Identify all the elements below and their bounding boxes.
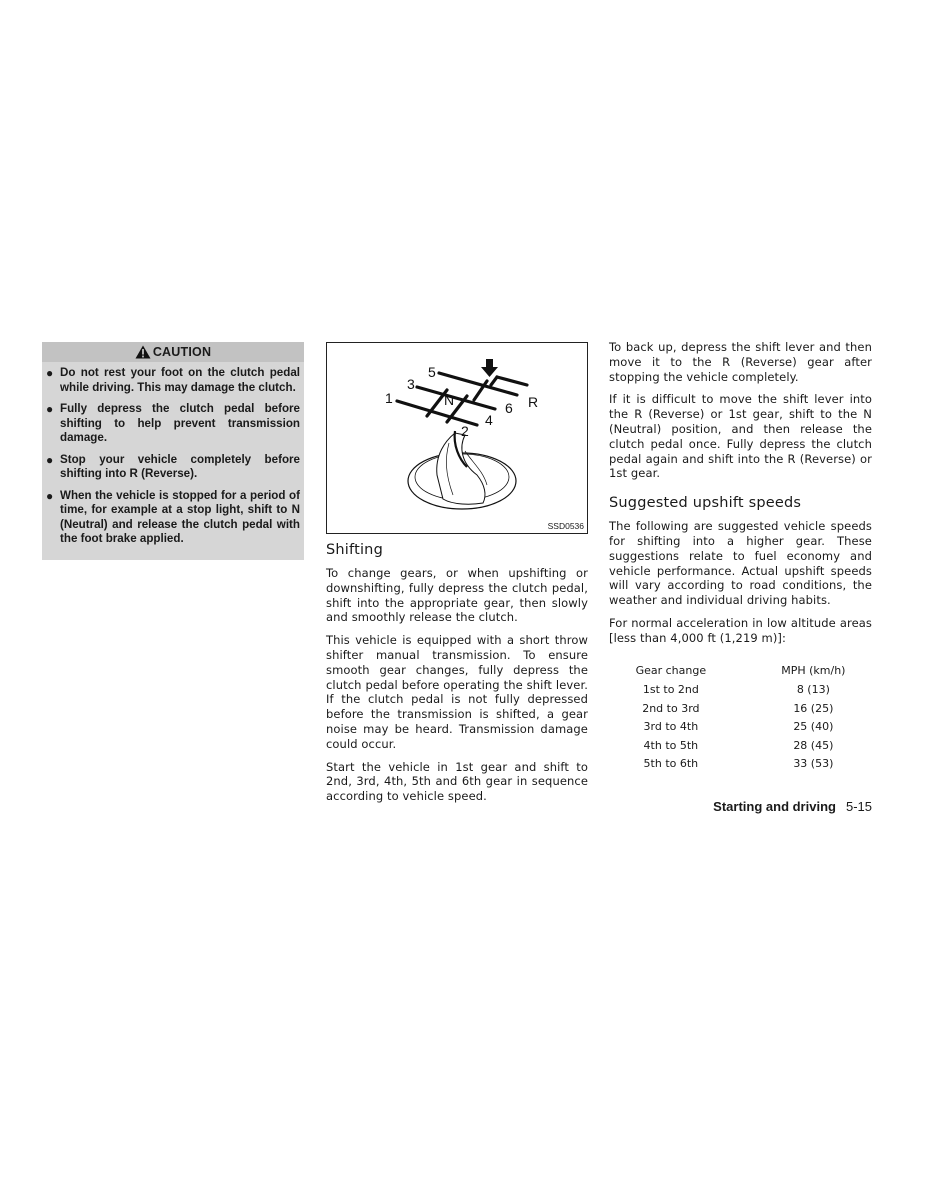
shifting-paragraph-2: This vehicle is equipped with a short throw shifter manual transmission. To ensure smooth gear changes, fully depress the clutch pedal before operating the shift lever. If the clutch pedal is not fully depressed before the transmission is shifted, a gear noise may be heard. Transmission damage could occur. <box>326 633 588 751</box>
speed-cell: 25 (40) <box>793 720 834 734</box>
reverse-paragraph: To back up, depress the shift lever and then move it to the R (Reverse) gear after stopping the vehicle completely. <box>609 340 872 384</box>
gear-label-r: R <box>528 394 539 410</box>
table-row <box>617 699 872 718</box>
gear-label-6: 6 <box>505 400 513 416</box>
warning-triangle-icon <box>135 345 151 359</box>
gear-label-2: 2 <box>461 423 469 439</box>
speed-cell: 8 (13) <box>796 682 830 696</box>
speed-cell: 33 (53) <box>793 757 834 771</box>
gear-label-n: N <box>444 392 455 408</box>
gear-change-cell: 5th to 6th <box>643 757 699 771</box>
middle-column <box>326 342 588 812</box>
upshift-heading: Suggested upshift speeds <box>609 495 802 512</box>
caution-item: ● Do not rest your foot on the clutch pedal while driving. This may damage the clutch. <box>46 366 300 394</box>
shift-pattern-diagram <box>327 343 587 533</box>
caution-box <box>42 342 304 560</box>
section-name: Starting and driving <box>713 799 836 814</box>
figure-code: SSD0536 <box>547 521 584 531</box>
shifting-paragraph-1: To change gears, or when upshifting or downshifting, fully depress the clutch pedal, shift into the appropriate gear, then slowly and smoothly release the clutch. <box>326 566 588 625</box>
right-column <box>609 340 872 773</box>
page-footer <box>680 799 872 814</box>
gear-label-5: 5 <box>428 364 436 380</box>
table-row <box>617 717 872 736</box>
difficult-shift-paragraph: If it is difficult to move the shift lever into the R (Reverse) or 1st gear, shift to the N (Neutral) position, and then release the clutch pedal once. Fully depress the clutch pedal again and shift into the R (Reverse) or 1st gear. <box>609 392 872 481</box>
gear-change-cell: 4th to 5th <box>643 738 699 752</box>
caution-header <box>42 342 304 362</box>
speed-cell: 16 (25) <box>793 701 834 715</box>
gear-change-cell: 1st to 2nd <box>642 682 699 696</box>
column-header-mph: MPH (km/h) <box>781 664 846 678</box>
caution-list <box>42 362 304 547</box>
caution-title: CAUTION <box>152 345 212 359</box>
shift-pattern-figure <box>326 342 588 534</box>
column-header-gear-change: Gear change <box>635 664 707 678</box>
gear-label-3: 3 <box>407 376 415 392</box>
table-row <box>617 680 872 699</box>
caution-item: ● Fully depress the clutch pedal before shifting to help prevent transmission damage. <box>46 402 300 444</box>
shifting-heading: Shifting <box>326 542 383 558</box>
gear-label-1: 1 <box>385 390 393 406</box>
caution-item: ● When the vehicle is stopped for a period of time, for example at a stop light, shift to N (Neutral) and release the clutch pedal with the foot brake applied. <box>46 488 300 545</box>
gear-change-cell: 3rd to 4th <box>643 720 699 734</box>
table-row <box>617 736 872 755</box>
speed-cell: 28 (45) <box>793 738 834 752</box>
gear-change-cell: 2nd to 3rd <box>642 701 700 715</box>
table-row <box>617 755 872 774</box>
upshift-intro-paragraph: The following are suggested vehicle speeds for shifting into a higher gear. These suggestions relate to fuel economy and vehicle performance. Actual upshift speeds will vary according to road conditions, the weather and individual driving habits. <box>609 519 872 608</box>
upshift-speed-table <box>617 662 872 774</box>
table-header-row <box>617 662 872 681</box>
caution-item: ● Stop your vehicle completely before shifting into R (Reverse). <box>46 452 300 480</box>
gear-label-4: 4 <box>485 412 493 428</box>
acceleration-paragraph: For normal acceleration in low altitude areas [less than 4,000 ft (1,219 m)]: <box>609 615 872 645</box>
page-number: 5-15 <box>845 799 872 814</box>
shifting-paragraph-3: Start the vehicle in 1st gear and shift to 2nd, 3rd, 4th, 5th and 6th gear in sequence according to vehicle speed. <box>326 759 588 804</box>
